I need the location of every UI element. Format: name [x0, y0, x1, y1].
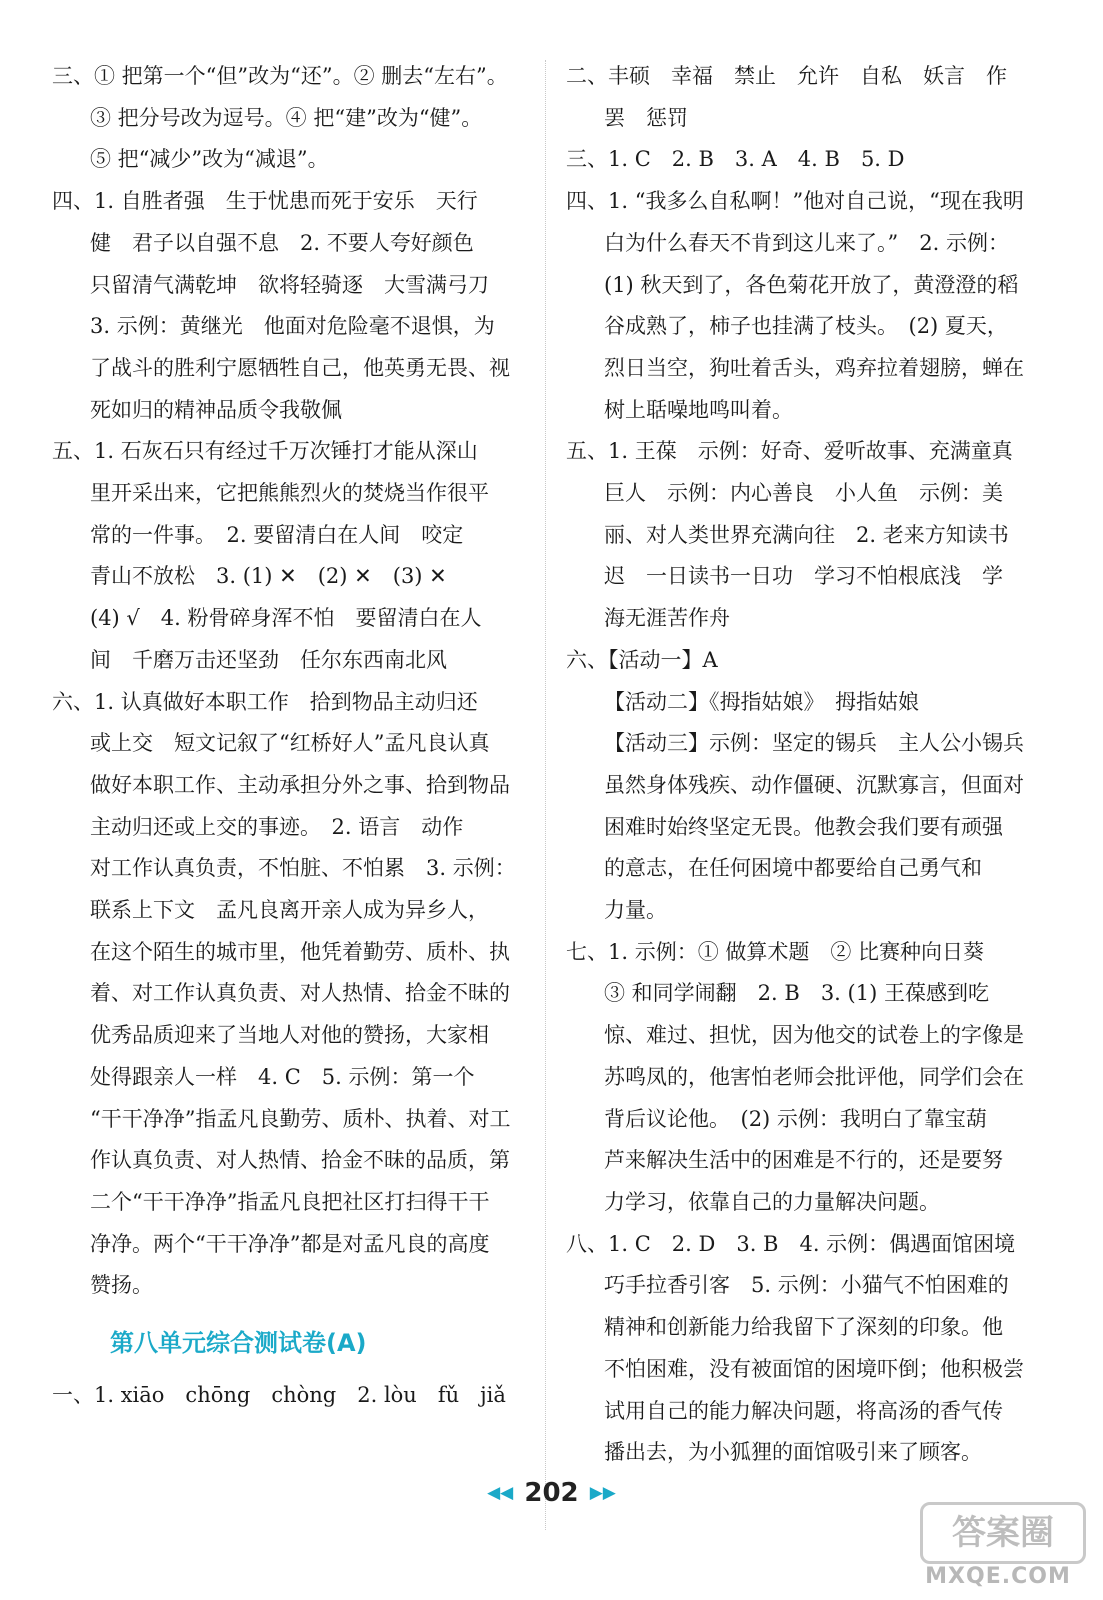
section-line: 丽、对人类世界充满向往 2. 老来方知读书: [604, 522, 1009, 547]
section-line: ③ 和同学闹翻 2. B 3. (1) 王葆感到吃: [604, 981, 989, 1006]
section-line: ③ 把分号改为逗号。④ 把“建”改为“健”。: [90, 105, 483, 130]
section-line: 净净。两个“干干净净”都是对孟凡良的高度: [90, 1231, 490, 1256]
section-line: 不怕困难，没有被面馆的困境吓倒；他积极尝: [604, 1356, 1024, 1381]
section-line: 只留清气满乾坤 欲将轻骑逐 大雪满弓刀: [90, 272, 489, 297]
section-line: 白为什么春天不肯到这儿来了。” 2. 示例：: [604, 230, 1009, 255]
section-line: (4) √ 4. 粉骨碎身浑不怕 要留清白在人: [90, 606, 482, 631]
right-section-5: [566, 431, 1048, 640]
section-line: 【活动二】《拇指姑娘》 拇指姑娘: [604, 689, 919, 714]
section-line: 【活动三】示例：坚定的锡兵 主人公小锡兵: [604, 731, 1024, 756]
watermark-logo: 答案圈: [920, 1502, 1086, 1564]
section-line: 苏鸣凤的，他害怕老师会批评他，同学们会在: [604, 1064, 1024, 1089]
column-divider: [545, 60, 546, 1530]
section-first-line: 二、丰硕 幸福 禁止 允许 自私 妖言 作: [566, 64, 1007, 88]
section-line: 的意志，在任何困境中都要给自己勇气和: [604, 856, 982, 881]
section-line: 常的一件事。 2. 要留清白在人间 咬定: [90, 522, 464, 547]
right-section-2: [566, 56, 1048, 139]
right-section-8: [566, 1224, 1048, 1474]
section-line: 做好本职工作、主动承担分外之事、拾到物品: [90, 772, 510, 797]
section-line: 试用自己的能力解决问题，将高汤的香气传: [604, 1398, 1003, 1423]
section-line: 死如归的精神品质令我敬佩: [90, 397, 342, 422]
section-first-line: 六、1. 认真做好本职工作 拾到物品主动归还: [52, 689, 478, 714]
section-line: 精神和创新能力给我留下了深刻的印象。他: [604, 1315, 1003, 1340]
section-first-line: 三、1. C 2. B 3. A 4. B 5. D: [566, 147, 905, 172]
section-line: 播出去，为小狐狸的面馆吸引来了顾客。: [604, 1440, 982, 1465]
section-first-line: 一、1. xiāo chōng chòng 2. lòu fǔ jiǎ: [52, 1383, 506, 1408]
section-line: 联系上下文 孟凡良离开亲人成为异乡人，: [90, 898, 489, 923]
section-line: 力量。: [604, 898, 667, 923]
section-line: “干干净净”指孟凡良勤劳、质朴、执着、对工: [90, 1106, 511, 1131]
section-line: 罢 惩罚: [604, 105, 688, 130]
section-line: 烈日当空，狗吐着舌头，鸡弃拉着翅膀，蝉在: [604, 355, 1024, 380]
section-line: 惊、难过、担忧，因为他交的试卷上的字像是: [604, 1023, 1024, 1048]
section-line: 了战斗的胜利宁愿牺牲自己，他英勇无畏、视: [90, 355, 510, 380]
section-line: 或上交 短文记叙了“红桥好人”孟凡良认真: [90, 731, 490, 756]
right-section-4: [566, 181, 1048, 431]
section-line: 对工作认真负责，不怕脏、不怕累 3. 示例：: [90, 856, 516, 881]
section-line: 间 千磨万击还坚劲 任尔东西南北风: [90, 647, 447, 672]
section-line: 二个“干干净净”指孟凡良把社区打扫得干干: [90, 1189, 490, 1214]
section-line: (1) 秋天到了，各色菊花开放了，黄澄澄的稻: [604, 272, 1019, 297]
section-first-line: 五、1. 石灰石只有经过千万次锤打才能从深山: [52, 439, 478, 464]
section-line: 背后议论他。 (2) 示例：我明白了靠宝葫: [604, 1106, 987, 1131]
section-line: ⑤ 把“减少”改为“减退”。: [90, 147, 329, 172]
section-line: 虽然身体残疾、动作僵硬、沉默寡言，但面对: [604, 772, 1024, 797]
left-section-3: [52, 56, 530, 181]
section-line: 里开采出来，它把熊熊烈火的焚烧当作很平: [90, 481, 489, 506]
right-section-6: [566, 640, 1048, 932]
left-section-6: [52, 682, 530, 1308]
section-line: 巨人 示例：内心善良 小人鱼 示例：美: [604, 481, 1003, 506]
section-line: 青山不放松 3. (1) ✕ (2) ✕ (3) ✕: [90, 564, 447, 589]
section-line: 树上聒噪地鸣叫着。: [604, 397, 793, 422]
section-line: 作认真负责、对人热情、拾金不昧的品质，第: [90, 1148, 510, 1173]
section-line: 谷成熟了，柿子也挂满了枝头。 (2) 夏天，: [604, 314, 1008, 339]
section-line: 主动归还或上交的事迹。 2. 语言 动作: [90, 814, 464, 839]
section-line: 迟 一日读书一日功 学习不怕根底浅 学: [604, 564, 1003, 589]
page-number: 202: [524, 1478, 579, 1508]
right-column: [566, 56, 1048, 1474]
right-section-7: [566, 932, 1048, 1224]
left-column: [52, 56, 530, 1417]
section-line: 芦来解决生活中的困难是不行的，还是要努: [604, 1148, 1003, 1173]
section-first-line: 七、1. 示例：① 做算术题 ② 比赛种向日葵: [566, 939, 985, 964]
unit-test-heading: 第八单元综合测试卷(A): [110, 1329, 367, 1358]
left-section-4: [52, 181, 530, 431]
section-line: 困难时始终坚定无畏。他教会我们要有顽强: [604, 814, 1003, 839]
section-first-line: 六、【活动一】A: [566, 647, 718, 672]
left-section-5: [52, 431, 530, 681]
watermark-url: MXQE.COM: [925, 1564, 1071, 1589]
section-line: 赞扬。: [90, 1273, 153, 1298]
section-first-line: 四、1. “我多么自私啊！”他对自己说，“现在我明: [566, 189, 1024, 214]
watermark: [908, 1502, 1088, 1594]
section-first-line: 五、1. 王葆 示例：好奇、爱听故事、充满童真: [566, 439, 1013, 464]
section-line: 优秀品质迎来了当地人对他的赞扬，大家相: [90, 1023, 489, 1048]
section-line: 力学习，依靠自己的力量解决问题。: [604, 1189, 940, 1214]
section-line: 3. 示例：黄继光 他面对危险毫不退惧，为: [90, 314, 495, 339]
next-arrow-icon: ▶▶: [589, 1483, 616, 1503]
section-line: 在这个陌生的城市里，他凭着勤劳、质朴、执: [90, 939, 510, 964]
section-line: 着、对工作认真负责、对人热情、拾金不昧的: [90, 981, 510, 1006]
section-line: 处得跟亲人一样 4. C 5. 示例：第一个: [90, 1064, 475, 1089]
section-line: 海无涯苦作舟: [604, 606, 730, 631]
section-first-line: 四、1. 自胜者强 生于忧患而死于安乐 天行: [52, 189, 478, 214]
section-line: 健 君子以自强不息 2. 不要人夸好颜色: [90, 230, 474, 255]
left-section-1: [52, 1375, 530, 1417]
prev-arrow-icon: ◀◀: [487, 1483, 514, 1503]
right-section-3: [566, 139, 1048, 181]
section-first-line: 三、① 把第一个“但”改为“还”。② 删去“左右”。: [52, 64, 508, 88]
section-first-line: 八、1. C 2. D 3. B 4. 示例：偶遇面馆困境: [566, 1231, 1016, 1256]
section-line: 巧手拉香引客 5. 示例：小猫气不怕困难的: [604, 1273, 1009, 1298]
